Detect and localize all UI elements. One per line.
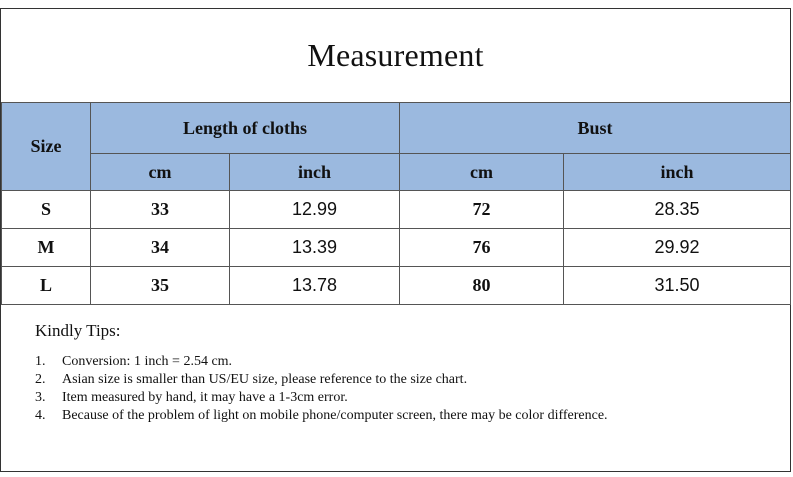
- unit-header: cm: [91, 154, 230, 191]
- list-number: 1.: [35, 354, 46, 369]
- table-header-row: [2, 103, 791, 154]
- length-group-header: Length of cloths: [91, 103, 400, 154]
- list-text: Conversion: 1 inch = 2.54 cm.: [62, 354, 233, 369]
- tips-section: [35, 321, 775, 425]
- unit-header-row: [2, 154, 791, 191]
- length-inch-cell: 12.99: [230, 191, 400, 229]
- list-text: Asian size is smaller than US/EU size, please reference to the size chart.: [62, 372, 468, 387]
- bust-cm-cell: 76: [400, 229, 564, 267]
- list-number: 3.: [35, 390, 46, 405]
- unit-header: cm: [400, 154, 564, 191]
- list-text: Item measured by hand, it may have a 1-3cm error.: [62, 390, 348, 405]
- bust-cm-cell: 72: [400, 191, 564, 229]
- list-item: [35, 389, 775, 407]
- length-inch-cell: 13.78: [230, 267, 400, 305]
- bust-inch-cell: 31.50: [564, 267, 791, 305]
- length-cm-cell: 33: [91, 191, 230, 229]
- list-item: [35, 371, 775, 389]
- size-cell: M: [2, 229, 91, 267]
- tips-title: Kindly Tips:: [35, 321, 121, 340]
- list-number: 4.: [35, 408, 46, 423]
- table-row: [2, 229, 791, 267]
- size-column-header: Size: [2, 103, 91, 191]
- bust-cm-cell: 80: [400, 267, 564, 305]
- size-chart-sheet: [0, 8, 791, 472]
- table-row: [2, 267, 791, 305]
- unit-header: inch: [230, 154, 400, 191]
- bust-inch-cell: 29.92: [564, 229, 791, 267]
- list-item: [35, 353, 775, 371]
- list-item: [35, 407, 775, 425]
- size-cell: S: [2, 191, 91, 229]
- unit-header: inch: [564, 154, 791, 191]
- bust-group-header: Bust: [400, 103, 791, 154]
- page-title: Measurement: [307, 37, 484, 73]
- length-inch-cell: 13.39: [230, 229, 400, 267]
- size-cell: L: [2, 267, 91, 305]
- list-text: Because of the problem of light on mobile phone/computer screen, there may be color difference.: [62, 408, 608, 423]
- size-table: [1, 102, 791, 305]
- bust-inch-cell: 28.35: [564, 191, 791, 229]
- tips-list: [35, 353, 775, 425]
- length-cm-cell: 35: [91, 267, 230, 305]
- table-row: [2, 191, 791, 229]
- length-cm-cell: 34: [91, 229, 230, 267]
- list-number: 2.: [35, 372, 46, 387]
